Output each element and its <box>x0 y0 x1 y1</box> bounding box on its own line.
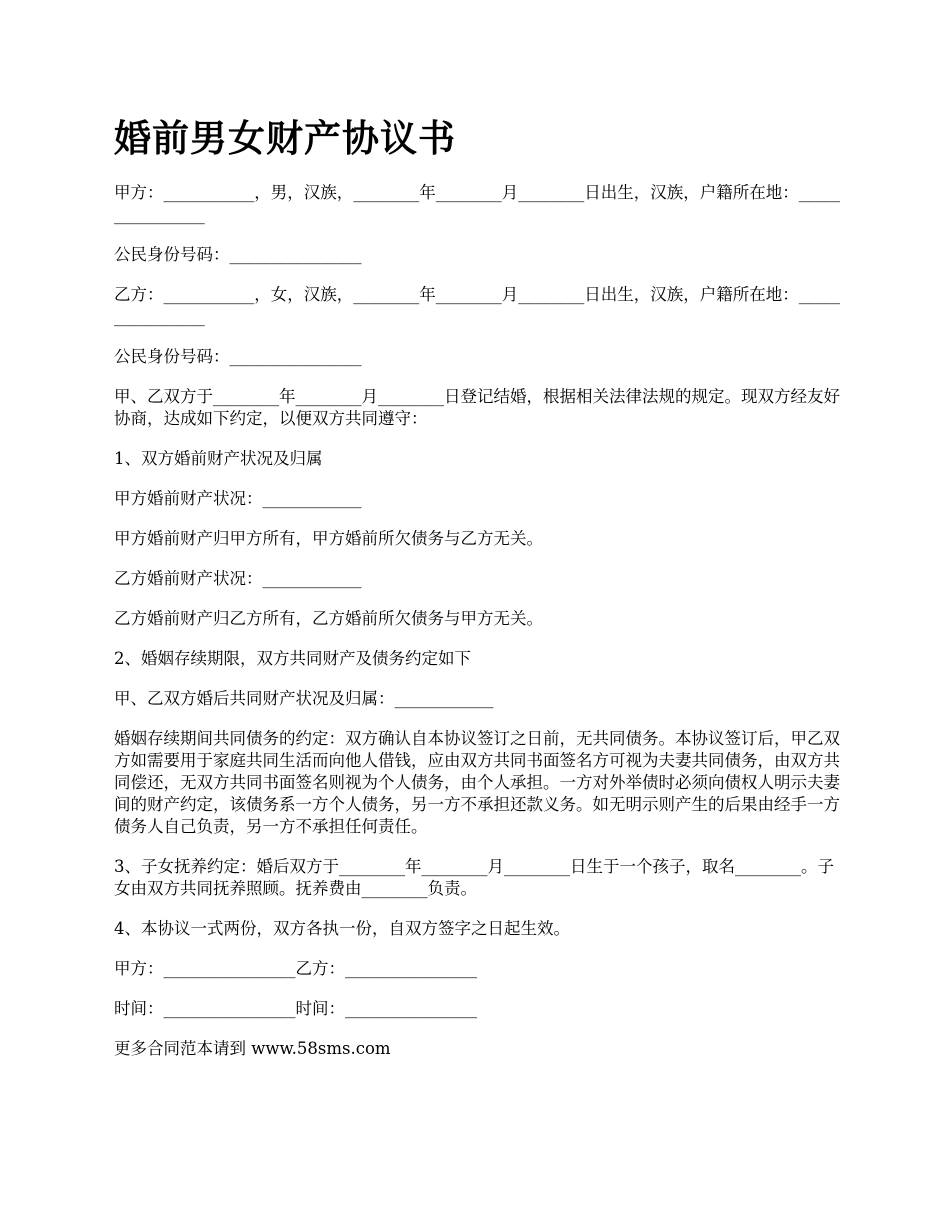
section-1-heading: 1、双方婚前财产状况及归属 <box>114 449 323 468</box>
party-a-id-number: 公民身份号码：________________ <box>114 245 362 264</box>
source-footer: 更多合同范本请到 www.58sms.com <box>114 1039 391 1058</box>
document-title: 婚前男女财产协议书 <box>114 116 456 160</box>
party-b-premarital-property: 乙方婚前财产状况：____________ <box>114 569 362 588</box>
party-b-id-number: 公民身份号码：________________ <box>114 347 362 366</box>
document-page <box>114 112 844 1078</box>
joint-property-clause: 甲、乙双方婚后共同财产状况及归属：____________ <box>114 689 494 708</box>
section-2-heading: 2、婚姻存续期限，双方共同财产及债务约定如下 <box>114 649 471 668</box>
marriage-registration-preamble: 甲、乙双方于________年________月________日登记结婚，根据相关法律法规的规定。现双方经友好协商，达成如下约定，以便双方共同遵守： <box>114 387 840 428</box>
child-support-clause: 3、子女抚养约定：婚后双方于________年________月________日生于一个孩子，取名________。子女由双方共同抚养照顾。抚养费由________负责。 <box>114 857 834 898</box>
party-a-info: 甲方：___________，男，汉族，________年________月________日出生，汉族，户籍所在地：________________ <box>114 183 840 224</box>
party-a-premarital-property: 甲方婚前财产状况：____________ <box>114 489 362 508</box>
date-line: 时间：________________时间：________________ <box>114 999 477 1018</box>
agreement-copies-clause: 4、本协议一式两份，双方各执一份，自双方签字之日起生效。 <box>114 919 570 938</box>
signature-line: 甲方：________________乙方：________________ <box>114 959 477 978</box>
party-a-property-ownership: 甲方婚前财产归甲方所有，甲方婚前所欠债务与乙方无关。 <box>114 529 543 548</box>
party-b-property-ownership: 乙方婚前财产归乙方所有，乙方婚前所欠债务与甲方无关。 <box>114 609 543 628</box>
party-b-info: 乙方：___________，女，汉族，________年________月________日出生，汉族，户籍所在地：________________ <box>114 285 840 326</box>
joint-debt-clause: 婚姻存续期间共同债务的约定：双方确认自本协议签订之日前，无共同债务。本协议签订后，甲乙双方如需要用于家庭共同生活而向他人借钱，应由双方共同书面签名方可视为夫妻共同债务，由双方共同偿还，无双方共同书面签名则视为个人债务，由个人承担。一方对外举债时必须向债权人明示夫妻间的财产约定，该债务系一方个人债务，另一方不承担还款义务。如无明示则产生的后果由经手一方债务人自己负责，另一方不承担任何责任。 <box>114 729 840 836</box>
